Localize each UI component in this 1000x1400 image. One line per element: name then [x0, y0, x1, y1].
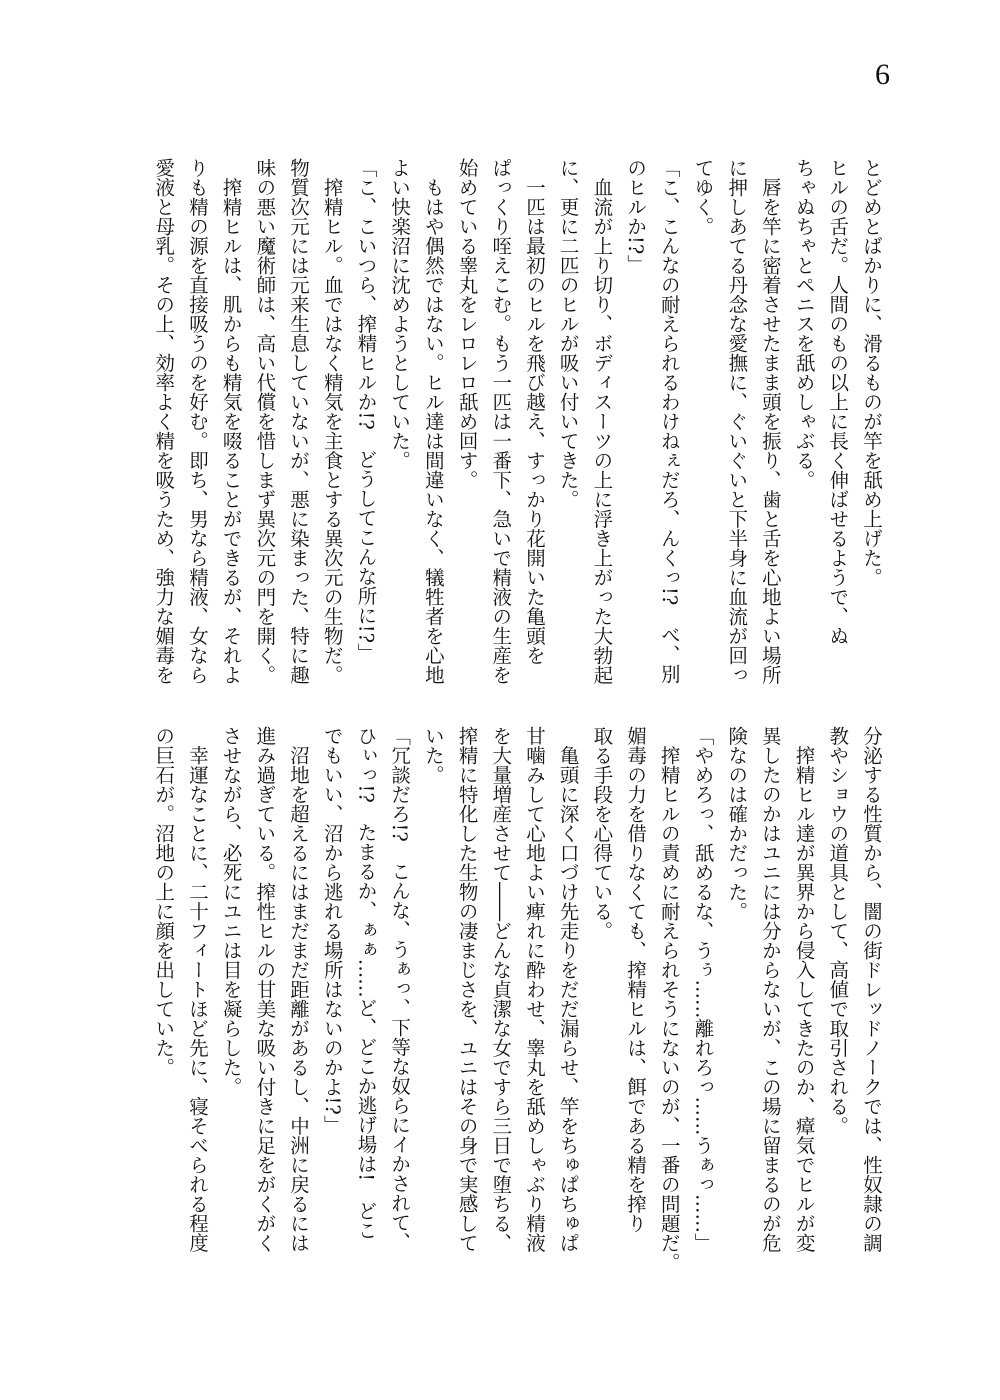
text-column: 物質次元には元来生息していないが、悪に染まった、特に趣: [287, 158, 311, 685]
text-column: ぱっくり咥えこむ。もう一匹は一番下、急いで精液の生産を: [489, 158, 513, 685]
text-column: てゆく。: [691, 158, 715, 236]
text-column: 媚毒の力を借りなくても、搾精ヒルは、餌である精を搾り: [624, 726, 648, 1233]
text-column: を大量増産させて――どんな貞潔な女ですら三日で堕ちる、: [489, 726, 513, 1253]
text-column: 険なのは確かだった。: [725, 726, 749, 921]
text-column: りも精の源を直接吸うのを好む。即ち、男なら精液、女なら: [185, 158, 209, 685]
page-number: 6: [875, 58, 890, 91]
text-column: 搾精ヒル達が異界から侵入してきたのか、瘴気でヒルが変: [792, 726, 816, 1253]
text-column: 教やショウの道具として、高値で取引される。: [826, 726, 850, 1136]
text-column: 始めている睾丸をレロレロ舐め回す。: [455, 158, 479, 490]
text-column: 亀頭に深く口づけ先走りをだだ漏らせ、竿をちゅぱちゅぱ: [556, 726, 580, 1253]
text-column: よい快楽沼に沈めようとしていた。: [388, 158, 412, 470]
text-column: ヒルの舌だ。人間のもの以上に長く伸ばせるようで、ぬ: [826, 158, 850, 646]
text-column: 分泌する性質から、闇の街ドレッドノークでは、性奴隷の調: [860, 726, 883, 1253]
text-column: 「こ、こいつら、搾精ヒルか!? どうしてこんな所に!?」: [354, 158, 378, 663]
text-column: でもいい、沼から逃れる場所はないのかよ!?」: [320, 726, 344, 1135]
text-column: に、更に二匹のヒルが吸い付いてきた。: [556, 158, 580, 509]
text-column: 搾精ヒルの責めに耐えられそうにないのが、一番の問題だ。: [657, 726, 681, 1272]
text-column: 「冗談だろ!? こんな、うぁっ、下等な奴らにイかされて、: [388, 726, 412, 1252]
text-column: 沼地を超えるにはまだまだ距離があるし、中洲に戻るには: [287, 726, 311, 1253]
text-column: もはや偶然ではない。ヒル達は間違いなく、犠牲者を心地: [421, 158, 445, 685]
text-column: 甘噛みして心地よい痺れに酔わせ、睾丸を舐めしゃぶり精液: [522, 726, 546, 1253]
text-column: 搾精ヒル。血ではなく精気を主食とする異次元の生物だ。: [320, 158, 344, 685]
text-column: 進み過ぎている。搾性ヒルの甘美な吸い付きに足をがくがく: [253, 726, 277, 1253]
text-column: とどめとばかりに、滑るものが竿を舐め上げた。: [860, 158, 883, 587]
text-column: 味の悪い魔術師は、高い代償を惜しまず異次元の門を開く。: [253, 158, 277, 685]
text-column: の巨石が。沼地の上に顔を出していた。: [152, 726, 176, 1077]
text-column: させながら、必死にユニは目を凝らした。: [219, 726, 243, 1097]
text-column: に押しあてる丹念な愛撫に、ぐいぐいと下半身に血流が回っ: [725, 158, 749, 685]
text-column: いた。: [421, 726, 445, 785]
text-column: 「やめろっ、舐めるな、うぅ……離れろっ……うぁっ……」: [691, 726, 715, 1253]
text-column: ひぃっ!? たまるか、ぁぁ……ど、どこか逃げ場は! どこ: [354, 726, 378, 1240]
text-block-lower: [138, 726, 888, 1281]
text-column: 愛液と母乳。その上、効率よく精を吸うため、強力な媚毒を: [152, 158, 176, 685]
text-column: ちゃぬちゃとペニスを舐めしゃぶる。: [792, 158, 816, 490]
text-column: 搾精ヒルは、肌からも精気を啜ることができるが、それよ: [219, 158, 243, 685]
text-column: 「こ、こんなの耐えられるわけねぇだろ、んくっ!? べ、別: [657, 158, 681, 684]
text-column: 幸運なことに、二十フィートほど先に、寝そべられる程度: [185, 726, 209, 1253]
text-column: 血流が上り切り、ボディスーツの上に浮き上がった大勃起: [590, 158, 614, 685]
text-block-upper: [138, 158, 888, 713]
text-column: のヒルか!?」: [624, 158, 648, 274]
text-column: 搾精に特化した生物の凄まじさを、ユニはその身で実感して: [455, 726, 479, 1253]
text-column: 取る手段を心得ている。: [590, 726, 614, 941]
text-column: 一匹は最初のヒルを飛び越え、すっかり花開いた亀頭を: [522, 158, 546, 665]
text-column: 異したのかはユニには分からないが、この場に留まるのが危: [758, 726, 782, 1253]
text-column: 唇を竿に密着させたまま頭を振り、歯と舌を心地よい場所: [758, 158, 782, 685]
